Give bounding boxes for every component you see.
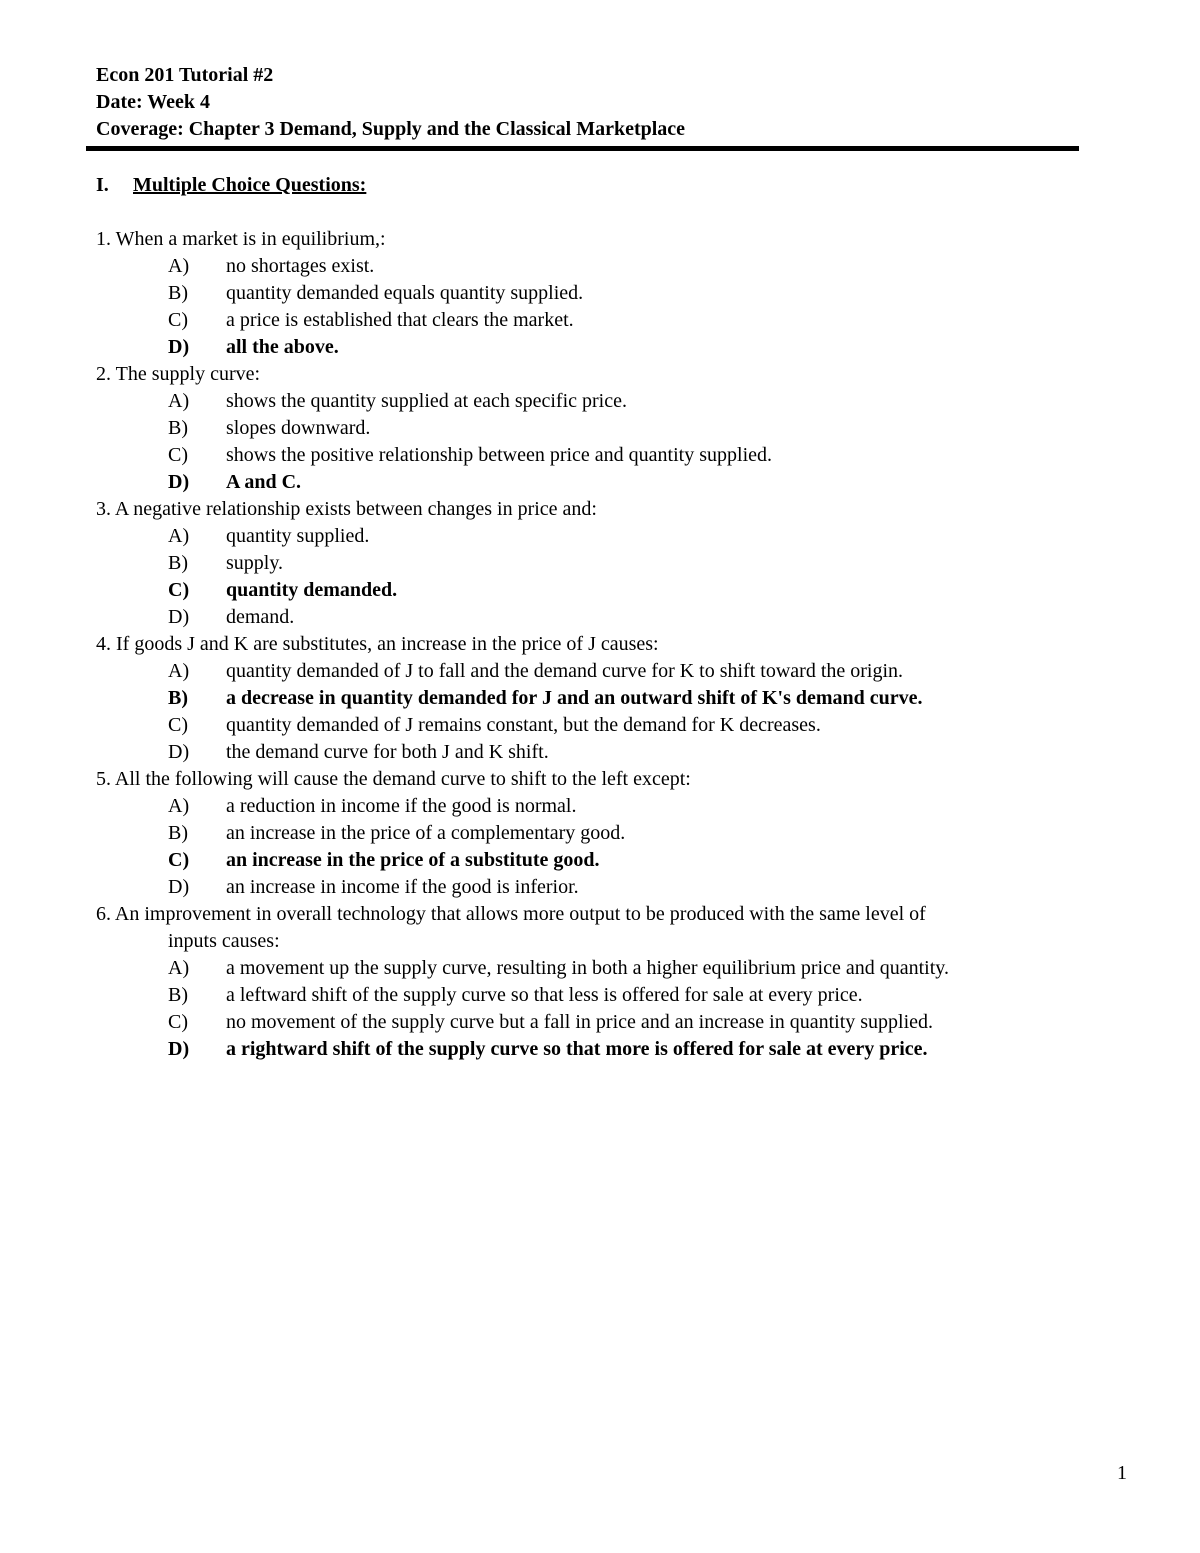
option-text: supply. <box>226 552 284 574</box>
option-letter: B) <box>168 687 188 709</box>
option-text: a leftward shift of the supply curve so that less is offered for sale at every price. <box>226 984 863 1006</box>
option-letter: A) <box>168 660 190 682</box>
question-stem: 3. A negative relationship exists between changes in price and: <box>96 498 597 520</box>
option-d-answer <box>96 469 1086 496</box>
option-text: a reduction in income if the good is normal. <box>226 795 577 817</box>
option-b <box>96 982 1086 1009</box>
option-text: slopes downward. <box>226 417 371 439</box>
option-d <box>96 874 1086 901</box>
option-d-answer <box>96 334 1086 361</box>
question-1 <box>96 226 1086 361</box>
option-b <box>96 820 1086 847</box>
option-letter: C) <box>168 1011 188 1033</box>
option-b <box>96 280 1086 307</box>
option-letter: C) <box>168 579 190 601</box>
option-letter: B) <box>168 822 188 844</box>
option-letter: D) <box>168 471 190 493</box>
option-b <box>96 550 1086 577</box>
question-stem: 4. If goods J and K are substitutes, an increase in the price of J causes: <box>96 633 659 655</box>
option-text: A and C. <box>226 471 302 493</box>
option-text: shows the quantity supplied at each specific price. <box>226 390 627 412</box>
question-stem: 1. When a market is in equilibrium,: <box>96 228 386 250</box>
option-a <box>96 658 1086 685</box>
option-letter: A) <box>168 255 190 277</box>
option-letter: D) <box>168 741 190 763</box>
question-stem: 2. The supply curve: <box>96 363 261 385</box>
page-number: 1 <box>1117 1462 1127 1484</box>
option-letter: C) <box>168 714 188 736</box>
document-header <box>96 62 1080 143</box>
option-text: an increase in the price of a substitute good. <box>226 849 600 871</box>
question-4 <box>96 631 1086 766</box>
option-text: an increase in the price of a complementary good. <box>226 822 626 844</box>
option-letter: D) <box>168 336 190 358</box>
option-text: shows the positive relationship between price and quantity supplied. <box>226 444 772 466</box>
tutorial-date: Date: Week 4 <box>96 91 211 113</box>
option-text: an increase in income if the good is inferior. <box>226 876 579 898</box>
question-list <box>96 226 1086 1063</box>
option-letter: D) <box>168 606 190 628</box>
question-2 <box>96 361 1086 496</box>
option-text: quantity demanded of J to fall and the demand curve for K to shift toward the origin. <box>226 660 904 682</box>
option-c <box>96 1009 1086 1036</box>
option-text: a price is established that clears the market. <box>226 309 574 331</box>
option-letter: A) <box>168 525 190 547</box>
option-a <box>96 955 1086 982</box>
question-3 <box>96 496 1086 631</box>
option-a <box>96 388 1086 415</box>
option-c <box>96 442 1086 469</box>
option-letter: A) <box>168 390 190 412</box>
option-letter: B) <box>168 552 188 574</box>
question-5 <box>96 766 1086 901</box>
option-a <box>96 253 1086 280</box>
option-text: quantity demanded of J remains constant, but the demand for K decreases. <box>226 714 821 736</box>
option-letter: D) <box>168 1038 190 1060</box>
option-c-answer <box>96 577 1086 604</box>
option-letter: C) <box>168 849 190 871</box>
option-c <box>96 307 1086 334</box>
option-text: quantity demanded. <box>226 579 398 601</box>
course-title: Econ 201 Tutorial #2 <box>96 64 274 86</box>
option-letter: C) <box>168 309 188 331</box>
option-text: quantity supplied. <box>226 525 370 547</box>
option-text: all the above. <box>226 336 339 358</box>
coverage-line: Coverage: Chapter 3 Demand, Supply and the Classical Marketplace <box>96 118 686 140</box>
option-c-answer <box>96 847 1086 874</box>
option-letter: B) <box>168 282 188 304</box>
option-text: demand. <box>226 606 295 628</box>
question-stem: 6. An improvement in overall technology that allows more output to be produced with the same level of <box>96 903 926 925</box>
question-stem-continued: inputs causes: <box>168 930 280 952</box>
section-number: I. <box>96 174 109 196</box>
option-d <box>96 739 1086 766</box>
option-letter: A) <box>168 795 190 817</box>
question-6 <box>96 901 1086 1063</box>
option-letter: D) <box>168 876 190 898</box>
question-stem: 5. All the following will cause the demand curve to shift to the left except: <box>96 768 691 790</box>
option-a <box>96 523 1086 550</box>
option-text: a decrease in quantity demanded for J and an outward shift of K's demand curve. <box>226 687 923 709</box>
option-text: the demand curve for both J and K shift. <box>226 741 549 763</box>
section-heading <box>96 172 366 199</box>
header-divider <box>86 146 1079 151</box>
option-letter: B) <box>168 417 188 439</box>
option-letter: C) <box>168 444 188 466</box>
option-a <box>96 793 1086 820</box>
option-d <box>96 604 1086 631</box>
section-title: Multiple Choice Questions: <box>133 174 367 196</box>
option-text: quantity demanded equals quantity supplied. <box>226 282 584 304</box>
option-text: no movement of the supply curve but a fall in price and an increase in quantity supplied. <box>226 1011 934 1033</box>
option-d-answer <box>96 1036 1086 1063</box>
option-letter: B) <box>168 984 188 1006</box>
option-b-answer <box>96 685 1086 712</box>
option-text: no shortages exist. <box>226 255 375 277</box>
option-text: a movement up the supply curve, resulting in both a higher equilibrium price and quantity. <box>226 957 949 979</box>
option-b <box>96 415 1086 442</box>
option-c <box>96 712 1086 739</box>
option-text: a rightward shift of the supply curve so that more is offered for sale at every price. <box>226 1038 928 1060</box>
option-letter: A) <box>168 957 190 979</box>
